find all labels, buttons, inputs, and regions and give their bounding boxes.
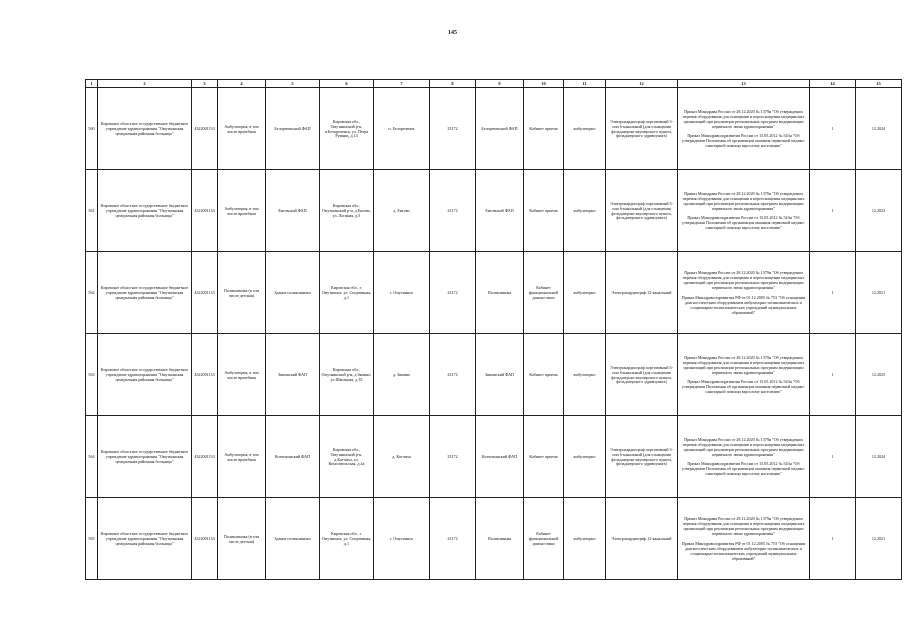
year: 12.2023 [856,170,902,252]
column-header: 4 [218,80,266,88]
normative-act: Приказ Минздрава России от 28.12.2020 № 1379н "Об утверждении перечня оборудования для оснащения и переоснащения медицинских организаций при реализации региональных программ модернизации первичного звена здравоохранения" [682,516,805,537]
row-number: 560 [86,88,98,170]
table-row [86,334,902,416]
normative-act: Приказ Минздрава России от 28.12.2020 № 1379н "Об утверждении перечня оборудования для оснащения и переоснащения медицинских организаций при реализации региональных программ модернизации первичного звена здравоохранения" [682,190,805,211]
normative-acts [678,498,810,580]
room-name: Кабинет приема [524,416,564,498]
year: 12.2024 [856,88,902,170]
oktmo-code: 23172 [430,334,476,416]
subunit-name: Поликлиника [476,252,524,334]
equipment-name: Электрокардиограф портативный 3- или 6-канальный (для оснащения фельдшерско-акушерского пункта, фельдшерского здравпункта) [606,88,678,170]
row-number: 565 [86,498,98,580]
unit-name: Здание поликлиники [266,252,320,334]
column-header: 6 [320,80,374,88]
care-conditions: амбулаторно [564,334,606,416]
column-header: 10 [524,80,564,88]
unit-name: Здание поликлиники [266,498,320,580]
year: 12.2021 [856,252,902,334]
subunit-name: Зяминский ФАП [476,334,524,416]
table-row [86,88,902,170]
organization-code: 4322001133 [192,334,218,416]
unit-type: Амбулатория, в том числе врачебная [218,88,266,170]
room-name: Кабинет функциональной диагностики [524,498,564,580]
organization-code: 4322001133 [192,416,218,498]
unit-type: Амбулатория, в том числе врачебная [218,170,266,252]
address: Кировская обл., Омутнинский р-н, д.Зямино, ул.Школьная, д.35 [320,334,374,416]
subunit-name: Енговский ФАП [476,170,524,252]
room-name: Кабинет функциональной диагностики [524,252,564,334]
normative-act: Приказ Минздравсоцразвития РФ от 01.12.2005 № 753 "Об оснащении диагностическим оборудованием амбулаторно-поликлинических и стационарно-поликлинических учреждений муниципальных образований" [681,295,806,315]
column-header: 12 [606,80,678,88]
column-header: 15 [856,80,902,88]
normative-act: Приказ Минздравсоцразвития России от 15.05.2012 № 543н "Об утверждении Положения об организации оказания первичной медико-санитарной помощи взрослому населению" [682,215,805,231]
normative-act: Приказ Минздравсоцразвития России от 15.05.2012 № 543н "Об утверждении Положения об организации оказания первичной медико-санитарной помощи взрослому населению" [682,379,805,395]
care-conditions: амбулаторно [564,252,606,334]
address: Кировская обл., г. Омутнинск, ул. Спортивная, д.1 [320,252,374,334]
table-row [86,416,902,498]
quantity: 1 [810,416,856,498]
unit-type: Амбулатория, в том числе врачебная [218,334,266,416]
organization-code: 4322001133 [192,498,218,580]
oktmo-code: 23172 [430,170,476,252]
quantity: 1 [810,170,856,252]
organization-name: Кировское областное государственное бюджетное учреждение здравоохранения "Омутнинская центральная районная больница" [98,416,192,498]
room-name: Кабинет приема [524,170,564,252]
unit-type: Амбулатория, в том числе врачебная [218,416,266,498]
unit-name: Котчихинский ФАП [266,416,320,498]
unit-name: Енговский ФАП [266,170,320,252]
normative-acts [678,416,810,498]
normative-act: Приказ Минздрава России от 28.12.2020 № 1379н "Об утверждении перечня оборудования для оснащения и переоснащения медицинских организаций при реализации региональных программ модернизации первичного звена здравоохранения" [682,270,805,291]
organization-name: Кировское областное государственное бюджетное учреждение здравоохранения "Омутнинская центральная районная больница" [98,88,192,170]
settlement: д. Котчиха [374,416,430,498]
subunit-name: Поликлиника [476,498,524,580]
normative-acts [678,88,810,170]
normative-act: Приказ Минздравсоцразвития России от 15.05.2012 № 543н "Об утверждении Положения об организации оказания первичной медико-санитарной помощи взрослому населению" [682,461,805,477]
quantity: 1 [810,498,856,580]
quantity: 1 [810,88,856,170]
equipment-name: Электрокардиограф 12-канальный [606,498,678,580]
settlement: д. Зямино [374,334,430,416]
column-header: 7 [374,80,430,88]
organization-name: Кировское областное государственное бюджетное учреждение здравоохранения "Омутнинская центральная районная больница" [98,498,192,580]
normative-act: Приказ Минздрава России от 28.12.2020 № 1379н "Об утверждении перечня оборудования для оснащения и переоснащения медицинских организаций при реализации региональных программ модернизации первичного звена здравоохранения" [682,436,805,457]
organization-code: 4322001133 [192,170,218,252]
normative-act: Приказ Минздрава России от 28.12.2020 № 1379н "Об утверждении перечня оборудования для оснащения и переоснащения медицинских организаций при реализации региональных программ модернизации первичного звена здравоохранения" [682,108,805,129]
table-row [86,170,902,252]
column-header: 9 [476,80,524,88]
room-name: Кабинет приема [524,334,564,416]
equipment-name: Электрокардиограф портативный 3- или 6-канальный (для оснащения фельдшерско-акушерского пункта, фельдшерского здравпункта) [606,170,678,252]
address: Кировская обл., Омутнинский р-н, д.Котчиха, ул. Комсомольская, д.4а [320,416,374,498]
care-conditions: амбулаторно [564,88,606,170]
unit-name: Белореченский ФАП [266,88,320,170]
settlement: г. Омутнинск [374,252,430,334]
row-number: 564 [86,416,98,498]
care-conditions: амбулаторно [564,170,606,252]
column-header: 5 [266,80,320,88]
column-header: 14 [810,80,856,88]
unit-type: Поликлиника (в том числе детская) [218,252,266,334]
organization-name: Кировское областное государственное бюджетное учреждение здравоохранения "Омутнинская центральная районная больница" [98,252,192,334]
equipment-name: Электрокардиограф портативный 3- или 6-канальный (для оснащения фельдшерско-акушерского пункта, фельдшерского здравпункта) [606,416,678,498]
settlement: д. Енгово [374,170,430,252]
year: 12.2021 [856,498,902,580]
organization-code: 4322001133 [192,252,218,334]
table-row [86,498,902,580]
column-header: 8 [430,80,476,88]
unit-type: Поликлиника (в том числе детская) [218,498,266,580]
normative-acts [678,170,810,252]
organization-name: Кировское областное государственное бюджетное учреждение здравоохранения "Омутнинская центральная районная больница" [98,170,192,252]
year: 12.2025 [856,334,902,416]
subunit-name: Котчихинский ФАП [476,416,524,498]
oktmo-code: 23172 [430,498,476,580]
table-row [86,252,902,334]
normative-act: Приказ Минздравсоцразвития РФ от 01.12.2005 № 753 "Об оснащении диагностическим оборудованием амбулаторно-поликлинических и стационарно-поликлинических учреждений муниципальных образований" [681,541,806,561]
oktmo-code: 23172 [430,252,476,334]
column-number-row [86,80,902,88]
equipment-registry-table [85,79,902,580]
page-number: 145 [448,30,457,36]
normative-acts [678,252,810,334]
care-conditions: амбулаторно [564,498,606,580]
column-header: 3 [192,80,218,88]
oktmo-code: 23172 [430,88,476,170]
year: 12.2024 [856,416,902,498]
normative-act: Приказ Минздравсоцразвития России от 15.05.2012 № 543н "Об утверждении Положения об организации оказания первичной медико-санитарной помощи взрослому населению" [682,133,805,149]
unit-name: Зяминский ФАП [266,334,320,416]
equipment-name: Электрокардиограф 12-канальный [606,252,678,334]
subunit-name: Белореченский ФАП [476,88,524,170]
normative-act: Приказ Минздрава России от 28.12.2020 № 1379н "Об утверждении перечня оборудования для оснащения и переоснащения медицинских организаций при реализации региональных программ модернизации первичного звена здравоохранения" [682,354,805,375]
quantity: 1 [810,252,856,334]
organization-code: 4322001133 [192,88,218,170]
oktmo-code: 23172 [430,416,476,498]
normative-acts [678,334,810,416]
address: Кировская обл., Омутнинский р-н, п.Белореченск, ул. Петра Румянц, д.14 [320,88,374,170]
row-number: 563 [86,334,98,416]
address: Кировская обл., г. Омутнинск, ул. Спортивная, д.1 [320,498,374,580]
organization-name: Кировское областное государственное бюджетное учреждение здравоохранения "Омутнинская центральная районная больница" [98,334,192,416]
room-name: Кабинет приема [524,88,564,170]
settlement: г. Омутнинск [374,498,430,580]
equipment-name: Электрокардиограф портативный 3- или 6-канальный (для оснащения фельдшерско-акушерского пункта, фельдшерского здравпункта) [606,334,678,416]
address: Кировская обл., Омутнинский р-н, д.Енгово, ул. Логиная, д.3 [320,170,374,252]
care-conditions: амбулаторно [564,416,606,498]
settlement: п. Белореченск [374,88,430,170]
row-number: 562 [86,252,98,334]
quantity: 1 [810,334,856,416]
column-header: 11 [564,80,606,88]
column-header: 2 [98,80,192,88]
column-header: 1 [86,80,98,88]
row-number: 561 [86,170,98,252]
column-header: 13 [678,80,810,88]
